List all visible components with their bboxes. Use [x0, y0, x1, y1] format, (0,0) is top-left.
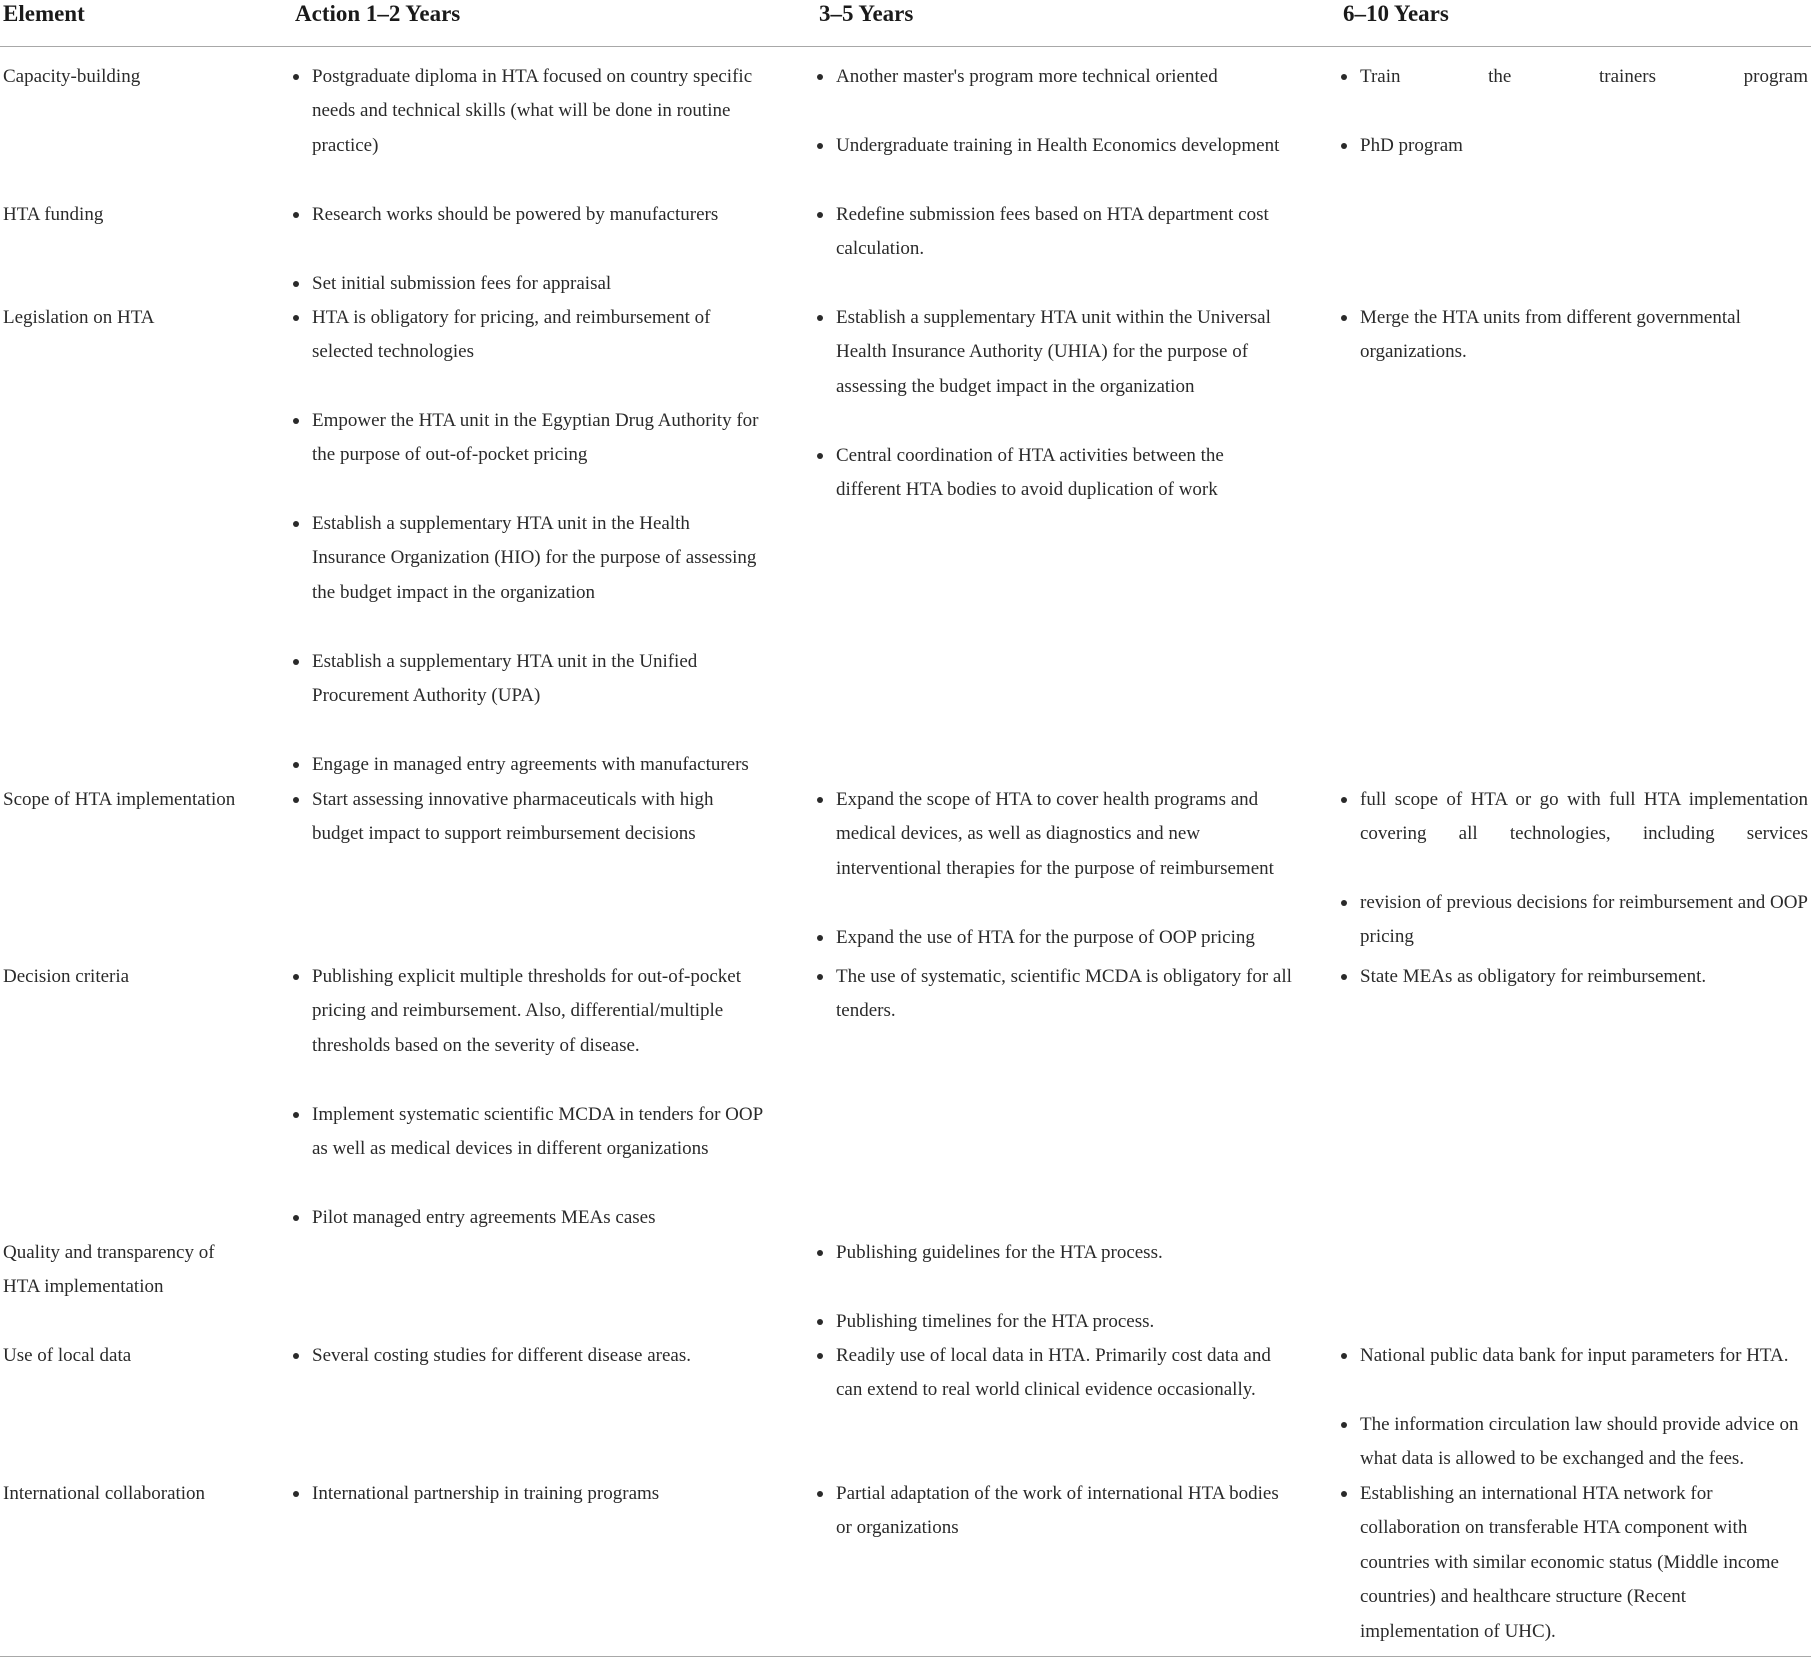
header-mid-term: 3–5 Years [819, 1, 914, 26]
list-item: International partnership in training programs [292, 1477, 764, 1511]
list-item: Another master's program more technical oriented [816, 60, 1292, 94]
list-item: Start assessing innovative pharmaceuticals with high budget impact to support reimbursement decisions [292, 783, 764, 852]
list-item: Publishing timelines for the HTA process. [816, 1305, 1292, 1339]
list-item: Postgraduate diploma in HTA focused on country specific needs and technical skills (what will be done in routine practice) [292, 60, 764, 163]
list-item: Engage in managed entry agreements with manufacturers [292, 748, 764, 782]
list-item: Publishing guidelines for the HTA process. [816, 1236, 1292, 1270]
list-item: Set initial submission fees for appraisal [292, 267, 764, 301]
list-item: Expand the scope of HTA to cover health programs and medical devices, as well as diagnostics and new interventional therapies for the purpose of reimbursement [816, 783, 1292, 886]
row-element-label: HTA funding [3, 204, 104, 225]
list-item: Empower the HTA unit in the Egyptian Drug Authority for the purpose of out-of-pocket pricing [292, 404, 764, 473]
header-long-term: 6–10 Years [1343, 1, 1449, 26]
footer-rule [0, 1656, 1811, 1657]
header-rule [0, 46, 1811, 47]
list-item: Partial adaptation of the work of international HTA bodies or organizations [816, 1477, 1292, 1546]
list-item: Readily use of local data in HTA. Primarily cost data and can extend to real world clinical evidence occasionally. [816, 1339, 1292, 1408]
list-item: Redefine submission fees based on HTA department cost calculation. [816, 198, 1292, 267]
list-item: Several costing studies for different disease areas. [292, 1339, 764, 1373]
list-item: Implement systematic scientific MCDA in tenders for OOP as well as medical devices in different organizations [292, 1098, 764, 1167]
list-item: PhD program [1340, 129, 1808, 163]
list-item: The information circulation law should provide advice on what data is allowed to be exchanged and the fees. [1340, 1408, 1808, 1477]
list-item: Establish a supplementary HTA unit in the Health Insurance Organization (HIO) for the purpose of assessing the budget impact in the organization [292, 507, 764, 610]
list-item: Train the trainers program [1340, 60, 1808, 94]
row-element-label: Decision criteria [3, 966, 130, 987]
list-item: Publishing explicit multiple thresholds for out-of-pocket pricing and reimbursement. Also, differential/multiple thresholds based on the severity of disease. [292, 960, 764, 1063]
row-element-label: Legislation on HTA [3, 307, 155, 328]
list-item: full scope of HTA or go with full HTA implementation covering all technologies, including services [1340, 783, 1808, 852]
list-item: Undergraduate training in Health Economics development [816, 129, 1292, 163]
list-item: HTA is obligatory for pricing, and reimbursement of selected technologies [292, 301, 764, 370]
list-item: Expand the use of HTA for the purpose of OOP pricing [816, 921, 1292, 955]
row-element-label: Quality and transparency of HTA implementation [3, 1242, 215, 1298]
list-item: Establishing an international HTA network for collaboration on transferable HTA component with countries with similar economic status (Middle income countries) and healthcare structure (Recent implementation of UHC). [1340, 1477, 1808, 1649]
list-item: The use of systematic, scientific MCDA is obligatory for all tenders. [816, 960, 1292, 1029]
list-item: Establish a supplementary HTA unit within the Universal Health Insurance Authority (UHIA) for the purpose of assessing the budget impact in the organization [816, 301, 1292, 404]
list-item: Merge the HTA units from different governmental organizations. [1340, 301, 1808, 370]
list-item: National public data bank for input parameters for HTA. [1340, 1339, 1808, 1373]
list-item: Central coordination of HTA activities between the different HTA bodies to avoid duplication of work [816, 439, 1292, 508]
header-action: Action 1–2 Years [295, 1, 461, 26]
list-item: Establish a supplementary HTA unit in the Unified Procurement Authority (UPA) [292, 645, 764, 714]
row-element-label: Capacity-building [3, 66, 141, 87]
list-item: revision of previous decisions for reimbursement and OOP pricing [1340, 886, 1808, 955]
row-element-label: Use of local data [3, 1345, 132, 1366]
list-item: Pilot managed entry agreements MEAs cases [292, 1201, 764, 1235]
row-element-label: Scope of HTA implementation [3, 789, 236, 810]
row-element-label: International collaboration [3, 1483, 206, 1504]
list-item: State MEAs as obligatory for reimbursement. [1340, 960, 1808, 994]
list-item: Research works should be powered by manufacturers [292, 198, 764, 232]
header-element: Element [3, 1, 85, 26]
